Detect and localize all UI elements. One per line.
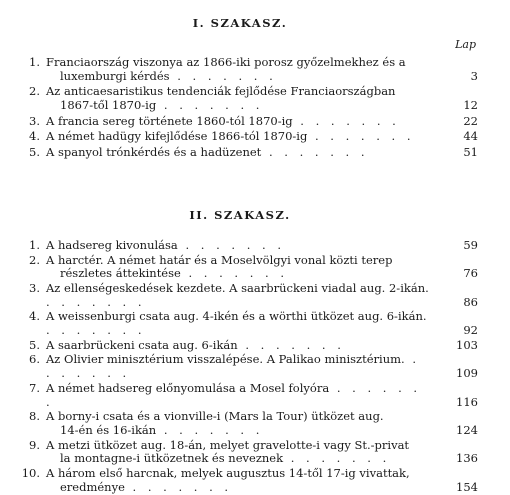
entry-page-number: 103 [456,337,478,352]
entry-title [46,130,432,144]
section-2-entries [14,239,478,495]
entry-number: 4. [29,129,40,144]
entry-page-number: 3 [470,68,478,83]
entry-number: 3. [29,280,40,295]
leader-dots: . . . . . . . [156,422,264,437]
entry-title [46,382,432,410]
toc-entry [14,146,478,160]
entry-page-number: 124 [456,422,478,437]
toc-entry [14,282,478,310]
entry-number: 8. [29,409,40,424]
page-column-header: Lap [455,38,476,51]
entry-page-number: 59 [463,238,478,252]
entry-page-number: 44 [463,129,478,144]
entry-number: 1. [29,238,40,252]
entry-number: 5. [29,337,40,352]
entry-number: 7. [29,380,40,395]
entry-title [46,410,432,438]
entry-title-line: Az Olivier minisztérium visszalépése. A Palikao minisztérium. [46,352,405,367]
entry-title [46,339,432,353]
entry-title [46,439,432,467]
entry-page-number: 76 [463,266,478,281]
entry-number: 2. [29,252,40,267]
leader-dots: . . . . . . . [169,68,277,83]
entry-title-line: luxemburgi kérdés . . . . . . . [60,68,277,83]
toc-entry [14,85,478,113]
entry-title-line: eredménye . . . . . . . [60,479,233,494]
entry-title-line: Franciaország viszonya az 1866-iki porosz győzelmekhez és a [46,55,406,69]
leader-dots: . . . . . . . [156,98,264,113]
entry-title [46,146,432,160]
leader-dots: . . . . . . . [180,266,289,281]
entry-number: 3. [29,113,40,128]
entry-title-line: A metzi ütközet aug. 18-án, melyet gravelotte-i vagy St.-privat [46,437,410,452]
toc-entry [14,115,478,129]
entry-number: 6. [29,352,40,367]
entry-title-line: A weissenburgi csata aug. 4-ikén és a wörthi ütközet aug. 6-ikán. [46,309,427,324]
toc-entry [14,410,478,438]
leader-dots: . . . . . . . [46,380,422,409]
leader-dots: . . . . . . . [46,352,421,381]
entry-title-line: la montagne-i ütközetnek és neveznek . . . . . . . [60,451,391,466]
entry-title [46,282,432,310]
toc-entry [14,56,478,84]
section-title-2: II. SZAKASZ. [189,208,291,222]
entry-page-number: 136 [456,451,478,466]
entry-title [46,467,432,495]
entry-title [46,115,432,129]
entry-number: 9. [29,437,40,452]
entry-title [46,254,432,282]
entry-title [46,239,432,253]
entry-title [46,310,432,338]
toc-entry [14,439,478,467]
entry-page-number: 116 [456,394,478,409]
entry-title-line: A három első harcnak, melyek augusztus 14-től 17-ig vivattak, [46,465,410,480]
toc-entry [14,339,478,353]
entry-page-number: 51 [463,144,478,159]
toc-entry [14,467,478,495]
leader-dots: . . . . . . . [46,323,146,338]
entry-title-line: A francia sereg története 1860-tól 1870-ig [46,113,293,128]
entry-title-line: A német hadsereg előnyomulása a Mosel folyóra [46,380,330,395]
entry-number: 10. [21,465,40,480]
entry-title-line: A német hadügy kifejlődése 1866-tól 1870-ig [46,129,308,144]
entry-title-line: 14-én és 16-ikán . . . . . . . [60,422,264,437]
entry-page-number: 86 [463,294,478,309]
entry-title-line: 1867-től 1870-ig . . . . . . . [60,98,264,113]
toc-entry [14,353,478,381]
entry-number: 2. [29,84,40,99]
leader-dots: . . . . . . . [177,238,285,252]
leader-dots: . . . . . . . [124,479,233,494]
entry-title-line: A borny-i csata és a vionville-i (Mars la Tour) ütközet aug. [46,409,384,424]
entry-number: 5. [29,144,40,159]
entry-title [46,85,432,113]
toc-entry [14,130,478,144]
entry-title-line: A saarbrückeni csata aug. 6-ikán [46,337,238,352]
entry-number: 4. [29,309,40,324]
leader-dots: . . . . . . . [261,144,369,159]
entry-page-number: 154 [456,479,478,494]
section-title-1: I. SZAKASZ. [192,16,288,30]
leader-dots: . . . . . . . [283,451,391,466]
entry-title-line: A spanyol trónkérdés és a hadüzenet [46,144,262,159]
leader-dots: . . . . . . . [292,113,400,128]
toc-entry [14,239,478,253]
entry-page-number: 12 [463,98,478,113]
entry-title-line: A harctér. A német határ és a Moselvölgyi vonal közti terep [46,252,393,267]
entry-title-line: A hadsereg kivonulása [46,238,178,252]
entry-title [46,353,432,381]
toc-entry [14,382,478,410]
entry-title-line: részletes áttekintése . . . . . . . [60,266,289,281]
entry-title [46,56,432,84]
leader-dots: . . . . . . . [237,337,345,352]
entry-number: 1. [29,55,40,69]
toc-entry [14,310,478,338]
entry-title-line: Az anticaesaristikus tendenciák fejlődése Franciaországban [46,84,396,99]
leader-dots: . . . . . . . [307,129,415,144]
toc-entry [14,254,478,282]
section-1-entries [14,56,478,162]
entry-page-number: 109 [456,366,478,381]
entry-page-number: 22 [463,113,478,128]
entry-title-line: Az ellenségeskedések kezdete. A saarbrückeni viadal aug. 2-ikán. [46,280,429,295]
leader-dots: . . . . . . . [46,294,146,309]
entry-page-number: 92 [463,323,478,338]
